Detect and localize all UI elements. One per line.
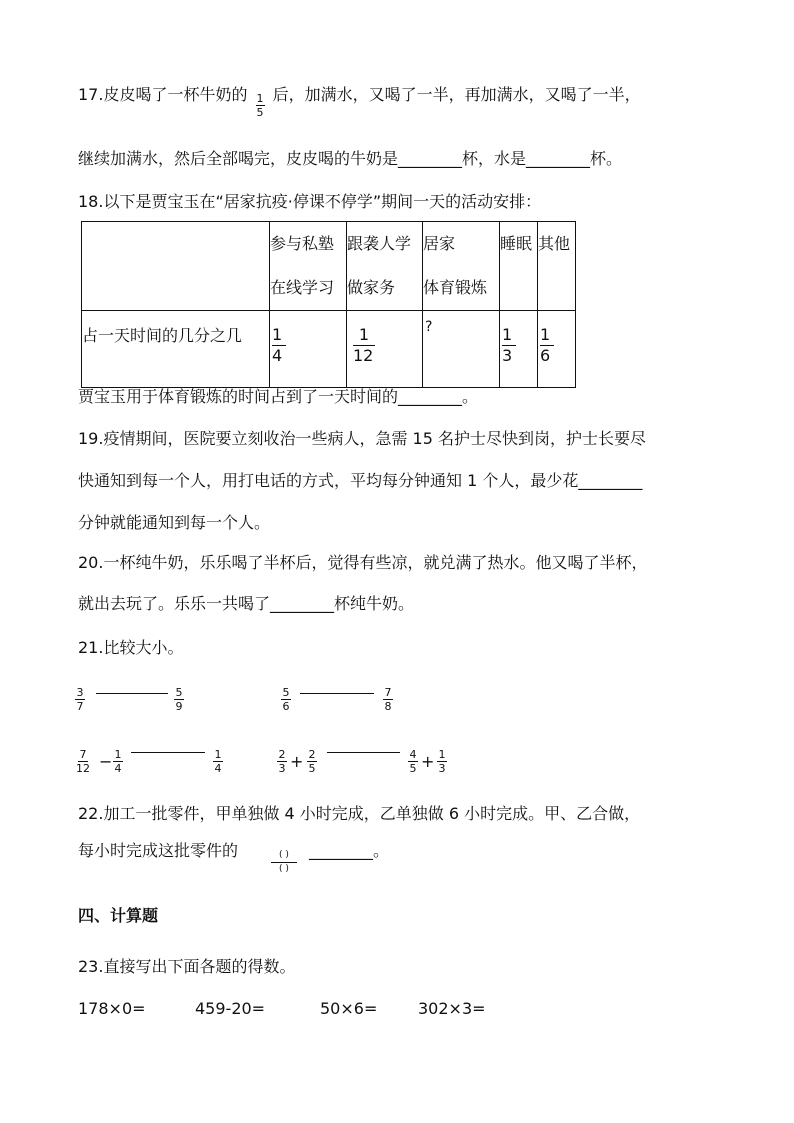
q21d-fraction-2: 2 5 xyxy=(308,748,316,775)
q19-line3: 分钟就能通知到每一个人。 xyxy=(78,513,271,532)
q17-text-part1: 17.皮皮喝了一杯牛奶的 xyxy=(78,85,248,104)
q21a-right-fraction: 5 9 xyxy=(175,686,183,713)
q21d-fraction-1: 2 3 xyxy=(278,748,286,775)
q21c-answer-blank[interactable] xyxy=(131,752,205,753)
q17-text-part2: 后，加满水，又喝了一半，再加满水，又喝了一半， xyxy=(272,85,641,104)
q23-item-1: 178×0= xyxy=(78,999,146,1018)
header-cell: 居家 体育锻炼 xyxy=(423,222,500,311)
q23-item-3: 50×6= xyxy=(320,999,378,1018)
q21c-right-fraction: 1 4 xyxy=(214,748,222,775)
q17-frac-denominator: 5 xyxy=(256,106,264,119)
header-cell: 睡眠 xyxy=(500,222,538,311)
q18-question: 贾宝玉用于体育锻炼的时间占到了一天时间的________。 xyxy=(78,387,479,406)
value-cell: 1 4 xyxy=(270,311,347,388)
value-cell: 1 6 xyxy=(538,311,576,388)
q19-line2: 快通知到每一个人，用打电话的方式，平均每分钟通知 1 个人，最少花________ xyxy=(78,471,643,490)
q20-line2: 就出去玩了。乐乐一共喝了________杯纯牛奶。 xyxy=(78,594,415,613)
q23-item-2: 459-20= xyxy=(195,999,266,1018)
q17-frac-numerator: 1 xyxy=(256,92,264,105)
header-cell: 其他 xyxy=(538,222,576,311)
q23-title: 23.直接写出下面各题的得数。 xyxy=(78,957,296,976)
q18-title: 18.以下是贾宝玉在“居家抗疫·停课不停学”期间一天的活动安排： xyxy=(78,192,542,211)
section-heading: 四、计算题 xyxy=(78,906,159,925)
header-cell: 跟袭人学 做家务 xyxy=(347,222,423,311)
q17-line2: 继续加满水，然后全部喝完，皮皮喝的牛奶是________杯，水是________杯。 xyxy=(78,149,623,168)
q19-line1: 19.疫情期间，医院要立刻收治一些病人，急需 15 名护士尽快到岗，护士长要尽 xyxy=(78,429,646,448)
q17-fraction xyxy=(256,92,265,119)
q21d-answer-blank[interactable] xyxy=(327,752,400,753)
table-header-row xyxy=(82,222,576,311)
q21c-fraction-1: 7 12 xyxy=(76,748,90,775)
row-label-cell: 占一天时间的几分之几 xyxy=(82,311,270,388)
q22-line2: 每小时完成这批零件的 xyxy=(78,841,239,860)
header-cell: 参与私塾 在线学习 xyxy=(270,222,347,311)
q21b-left-fraction: 5 6 xyxy=(282,686,290,713)
q22-line1: 22.加工一批零件，甲单独做 4 小时完成，乙单独做 6 小时完成。甲、乙合做， xyxy=(78,804,641,823)
q21c-operator: − xyxy=(99,752,113,771)
q21-title: 21.比较大小。 xyxy=(78,638,184,657)
q22-line2-end: ________。 xyxy=(309,841,390,860)
q17-line1 xyxy=(78,82,641,119)
q21b-answer-blank[interactable] xyxy=(300,693,374,694)
value-cell: 1 3 xyxy=(500,311,538,388)
q21d-fraction-3: 4 5 xyxy=(409,748,417,775)
q21d-operator-1: + xyxy=(290,752,304,771)
q21c-fraction-2: 1 4 xyxy=(114,748,122,775)
q21b-right-fraction: 7 8 xyxy=(384,686,392,713)
q21d-fraction-4: 1 3 xyxy=(438,748,446,775)
q21a-answer-blank[interactable] xyxy=(96,693,168,694)
q21a-left-fraction: 3 7 xyxy=(76,686,84,713)
value-cell: 1 12 xyxy=(347,311,423,388)
table-value-row xyxy=(82,311,576,388)
q21d-operator-2: + xyxy=(421,752,435,771)
q20-line1: 20.一杯纯牛奶，乐乐喝了半杯后，觉得有些凉，就兑满了热水。他又喝了半杯， xyxy=(78,553,648,572)
q22-answer-fraction[interactable]: ( ) ( ) xyxy=(271,849,297,876)
q23-item-4: 302×3= xyxy=(418,999,486,1018)
value-cell: ? xyxy=(423,311,500,388)
table-corner-cell xyxy=(82,222,270,311)
q18-activity-table xyxy=(81,221,576,388)
